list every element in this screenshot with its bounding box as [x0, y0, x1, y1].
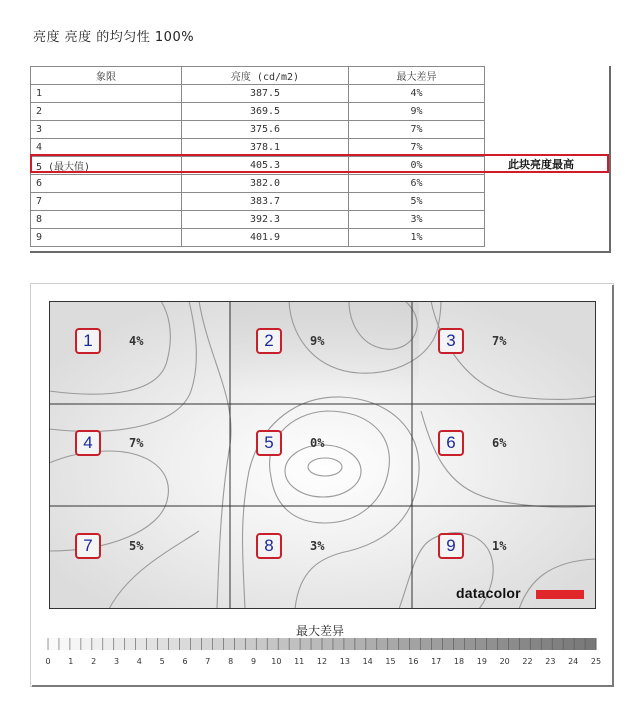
- scale-swatch: [311, 638, 322, 650]
- scale-swatch: [454, 638, 465, 650]
- table-header-row: [31, 67, 485, 85]
- cell-max-deviation: 9%: [349, 103, 485, 121]
- cell-max-deviation: 3%: [349, 211, 485, 229]
- logo-red-bar: [536, 590, 584, 599]
- scale-swatch: [278, 638, 289, 650]
- scale-tick-label: 0: [45, 657, 51, 666]
- cell-max-deviation: 6%: [349, 175, 485, 193]
- map-shadow-bottom: [32, 685, 614, 687]
- scale-swatch: [486, 638, 497, 650]
- scale-swatch: [223, 638, 234, 650]
- scale-swatch: [432, 638, 443, 650]
- table-shadow-bottom: [30, 251, 611, 253]
- table-row: [31, 229, 485, 247]
- scale-tick-label: 10: [271, 657, 282, 666]
- cell-luminance: 392.3: [182, 211, 349, 229]
- page-title: 亮度 亮度 的均匀性 100%: [33, 30, 195, 45]
- scale-tick-label: 7: [205, 657, 211, 666]
- scale-swatch: [344, 638, 355, 650]
- scale-tick-label: 9: [250, 657, 257, 666]
- scale-swatch: [147, 638, 158, 650]
- header-luminance: 亮度 (cd/m2): [182, 67, 349, 85]
- datacolor-logo: datacolor: [456, 585, 521, 601]
- quadrant-number-4: 4: [75, 430, 101, 456]
- quadrant-deviation-5: 0%: [310, 436, 325, 450]
- scale-swatch: [574, 638, 585, 650]
- scale-tick-label: 8: [228, 657, 234, 666]
- scale-swatch: [245, 638, 256, 650]
- scale-swatch: [212, 638, 223, 650]
- quadrant-deviation-1: 4%: [129, 334, 144, 348]
- scale-tick-label: 1: [68, 657, 74, 666]
- header-quadrant: 象限: [31, 67, 182, 85]
- scale-swatch: [169, 638, 180, 650]
- scale-swatch: [475, 638, 486, 650]
- scale-tick-label: 22: [522, 657, 533, 666]
- scale-tick-label: 12: [316, 657, 328, 666]
- scale-swatch: [508, 638, 519, 650]
- cell-quadrant: 9: [31, 229, 182, 247]
- cell-luminance: 387.5: [182, 85, 349, 103]
- cell-max-deviation: 7%: [349, 121, 485, 139]
- header-max-deviation: 最大差异: [349, 67, 485, 85]
- scale-tick-label: 5: [159, 657, 165, 666]
- scale-swatch: [333, 638, 344, 650]
- scale-swatch: [256, 638, 267, 650]
- quadrant-number-6: 6: [438, 430, 464, 456]
- quadrant-number-8: 8: [256, 533, 282, 559]
- scale-swatch: [464, 638, 475, 650]
- scale-swatch: [366, 638, 377, 650]
- cell-luminance: 401.9: [182, 229, 349, 247]
- scale-swatch: [180, 638, 191, 650]
- scale-tick-label: 3: [113, 657, 120, 666]
- cell-max-deviation: 7%: [349, 139, 485, 157]
- cell-quadrant: 7: [31, 193, 182, 211]
- quadrant-number-9: 9: [438, 533, 464, 559]
- cell-luminance: 375.6: [182, 121, 349, 139]
- scale-tick-label: 18: [453, 657, 465, 666]
- quadrant-number-5: 5: [256, 430, 282, 456]
- scale-swatch: [377, 638, 388, 650]
- scale-swatch: [421, 638, 432, 650]
- cell-luminance: 405.3: [182, 157, 349, 175]
- quadrant-deviation-2: 9%: [310, 334, 325, 348]
- scale-swatch: [81, 638, 92, 650]
- scale-tick-label: 6: [182, 657, 188, 666]
- scale-swatch: [267, 638, 278, 650]
- table-row: [31, 85, 485, 103]
- cell-quadrant: 3: [31, 121, 182, 139]
- cell-quadrant: 5 (最大值): [31, 157, 182, 175]
- scale-tick-label: 11: [294, 657, 305, 666]
- scale-tick-label: 19: [476, 657, 487, 666]
- scale-swatch: [388, 638, 399, 650]
- highlight-note: 此块亮度最高: [508, 158, 574, 171]
- scale-tick-label: 2: [91, 657, 97, 666]
- scale-swatch: [443, 638, 454, 650]
- table-row: [31, 211, 485, 229]
- quadrant-number-2: 2: [256, 328, 282, 354]
- deviation-scale: [40, 636, 606, 668]
- cell-quadrant: 2: [31, 103, 182, 121]
- cell-quadrant: 8: [31, 211, 182, 229]
- scale-swatch: [519, 638, 530, 650]
- table-row: [31, 175, 485, 193]
- scale-swatch: [190, 638, 201, 650]
- scale-swatch: [497, 638, 508, 650]
- scale-swatch: [125, 638, 136, 650]
- scale-swatch: [136, 638, 147, 650]
- cell-luminance: 369.5: [182, 103, 349, 121]
- scale-swatch: [201, 638, 212, 650]
- cell-max-deviation: 1%: [349, 229, 485, 247]
- quadrant-deviation-8: 3%: [310, 539, 325, 553]
- table-row: [31, 121, 485, 139]
- cell-luminance: 378.1: [182, 139, 349, 157]
- quadrant-number-3: 3: [438, 328, 464, 354]
- quadrant-deviation-3: 7%: [492, 334, 507, 348]
- scale-swatch: [70, 638, 81, 650]
- cell-max-deviation: 0%: [349, 157, 485, 175]
- cell-max-deviation: 4%: [349, 85, 485, 103]
- scale-swatch: [114, 638, 125, 650]
- scale-swatch: [322, 638, 333, 650]
- scale-swatch: [399, 638, 410, 650]
- scale-swatch: [552, 638, 563, 650]
- cell-quadrant: 6: [31, 175, 182, 193]
- cell-luminance: 382.0: [182, 175, 349, 193]
- scale-swatch: [563, 638, 574, 650]
- table-row: [31, 193, 485, 211]
- quadrant-deviation-7: 5%: [129, 539, 144, 553]
- quadrant-deviation-4: 7%: [129, 436, 144, 450]
- quadrant-number-7: 7: [75, 533, 101, 559]
- cell-quadrant: 4: [31, 139, 182, 157]
- table-row: [31, 103, 485, 121]
- scale-swatch: [530, 638, 541, 650]
- scale-tick-label: 23: [545, 657, 556, 666]
- scale-swatch: [289, 638, 300, 650]
- scale-swatch: [92, 638, 103, 650]
- uniformity-table-container: [30, 66, 611, 253]
- scale-tick-label: 14: [362, 657, 373, 666]
- quadrant-number-1: 1: [75, 328, 101, 354]
- scale-tick-label: 20: [499, 657, 510, 666]
- scale-swatch: [541, 638, 552, 650]
- scale-swatch: [585, 638, 596, 650]
- scale-tick-label: 13: [339, 657, 350, 666]
- cell-max-deviation: 5%: [349, 193, 485, 211]
- scale-tick-label: 4: [136, 657, 142, 666]
- scale-swatch: [103, 638, 114, 650]
- scale-swatch: [158, 638, 169, 650]
- scale-swatch: [410, 638, 421, 650]
- scale-swatch: [234, 638, 245, 650]
- scale-tick-label: 24: [568, 657, 579, 666]
- quadrant-deviation-6: 6%: [492, 436, 507, 450]
- table-shadow-right: [609, 66, 611, 253]
- scale-swatch: [355, 638, 366, 650]
- scale-tick-label: 16: [408, 657, 419, 666]
- cell-luminance: 383.7: [182, 193, 349, 211]
- scale-swatch: [300, 638, 311, 650]
- scale-swatch: [59, 638, 70, 650]
- cell-quadrant: 1: [31, 85, 182, 103]
- quadrant-deviation-9: 1%: [492, 539, 507, 553]
- scale-tick-label: 17: [431, 657, 442, 666]
- scale-tick-label: 15: [385, 657, 396, 666]
- scale-tick-label: 25: [590, 657, 602, 666]
- scale-title: 最大差异: [295, 624, 344, 638]
- scale-swatch: [48, 638, 59, 650]
